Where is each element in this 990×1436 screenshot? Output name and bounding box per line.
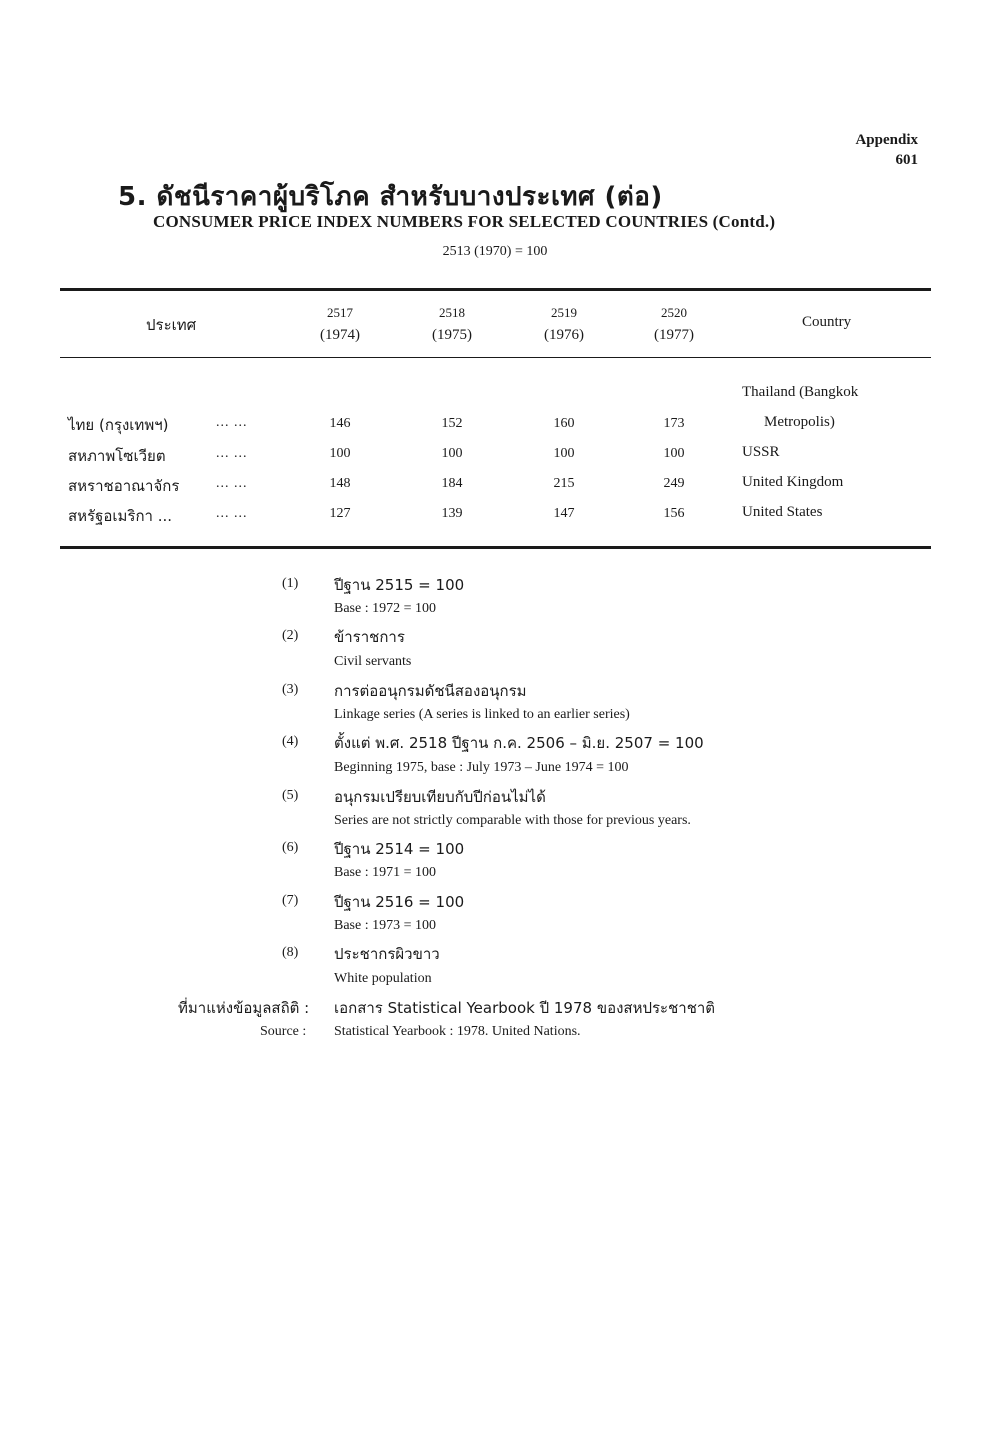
table-cell: 100 [663,446,685,461]
country-name: USSR [742,444,780,460]
footnote-thai: ข้าราชการ [334,628,405,646]
col-header-year [524,302,604,346]
table-cell: 160 [553,416,575,431]
leader-dots: ... ... [216,446,248,461]
country-name: Thailand (Bangkok [742,384,859,400]
footnote-number: (4) [282,734,299,749]
col-header-year [634,302,714,346]
table-cell: 100 [441,446,463,461]
col-header-year [412,302,492,346]
col-header-country: Country [802,314,852,330]
base-year: 2513 (1970) = 100 [442,244,548,259]
footnote-thai: ปีฐาน 2514 = 100 [334,840,465,858]
table-header-rule [60,357,931,358]
footnote-english: Beginning 1975, base : July 1973 – June 1974 = 100 [334,760,629,775]
table-cell: 147 [553,506,575,521]
footnote-thai: อนุกรมเปรียบเทียบกับปีก่อนไม่ได้ [334,788,546,806]
table-top-rule [60,288,931,291]
year-ad: (1974) [320,327,360,343]
leader-dots: ... ... [216,415,248,430]
footnote-thai: ปีฐาน 2516 = 100 [334,893,465,911]
footnote-number: (1) [282,576,299,591]
footnote-number: (2) [282,628,299,643]
source-label-thai: ที่มาแห่งข้อมูลสถิติ : [178,999,310,1017]
col-header-year [300,302,380,346]
table-cell: 152 [441,416,463,431]
country-name-cont: Metropolis) [764,414,835,430]
source-text-english: Statistical Yearbook : 1978. United Nations. [334,1024,581,1039]
footnote-number: (7) [282,893,299,908]
page-number: 601 [895,152,918,168]
footnote-number: (3) [282,682,299,697]
table-cell: 127 [329,506,351,521]
row-label-thai: ไทย (กรุงเทพฯ) [68,416,169,434]
appendix-label: Appendix [855,132,918,148]
footnote-english: Base : 1972 = 100 [334,601,436,616]
table-cell: 146 [329,416,351,431]
table-cell: 139 [441,506,463,521]
title-english: CONSUMER PRICE INDEX NUMBERS FOR SELECTED COUNTRIES (Contd.) [153,212,776,231]
year-ad: (1975) [432,327,472,343]
table-cell: 184 [441,476,463,491]
footnote-thai: ปีฐาน 2515 = 100 [334,576,465,594]
table-bottom-rule [60,546,931,549]
row-label-thai: สหราชอาณาจักร [68,477,180,495]
col-header-thai: ประเทศ [146,316,197,334]
title-thai-text: ดัชนีราคาผู้บริโภค สำหรับบางประเทศ (ต่อ) [156,182,663,212]
footnote-number: (5) [282,788,299,803]
source-label-english: Source : [260,1024,307,1039]
title-thai [118,176,663,217]
table-cell: 100 [553,446,575,461]
country-name: United States [742,504,823,520]
footnote-thai: ตั้งแต่ พ.ศ. 2518 ปีฐาน ก.ค. 2506 – มิ.ย. 2507 = 100 [334,734,704,752]
footnote-number: (6) [282,840,299,855]
table-cell: 215 [553,476,575,491]
table-cell: 173 [663,416,685,431]
footnote-english: Base : 1971 = 100 [334,865,436,880]
footnote-thai: ประชากรผิวขาว [334,945,440,963]
table-cell: 148 [329,476,351,491]
footnote-number: (8) [282,945,299,960]
leader-dots: ... ... [216,476,248,491]
row-label-thai: สหรัฐอเมริกา ... [68,507,173,525]
year-be: 2520 [661,305,687,320]
row-label-thai: สหภาพโซเวียต [68,447,166,465]
footnote-english: Base : 1973 = 100 [334,918,436,933]
year-ad: (1977) [654,327,694,343]
year-be: 2518 [439,305,465,320]
year-be: 2517 [327,305,353,320]
footnote-english: Civil servants [334,654,412,669]
year-be: 2519 [551,305,577,320]
footnote-thai: การต่ออนุกรมดัชนีสองอนุกรม [334,682,527,700]
table-cell: 249 [663,476,685,491]
source-text-thai: เอกสาร Statistical Yearbook ปี 1978 ของสหประชาชาติ [334,999,716,1017]
year-ad: (1976) [544,327,584,343]
country-name: United Kingdom [742,474,844,490]
footnote-english: Linkage series (A series is linked to an earlier series) [334,707,630,722]
table-cell: 156 [663,506,685,521]
footnote-english: White population [334,971,432,986]
table-cell: 100 [329,446,351,461]
footnote-english: Series are not strictly comparable with those for previous years. [334,813,691,828]
leader-dots: ... ... [216,506,248,521]
table-number: 5. [118,182,147,212]
page-header [855,130,918,170]
